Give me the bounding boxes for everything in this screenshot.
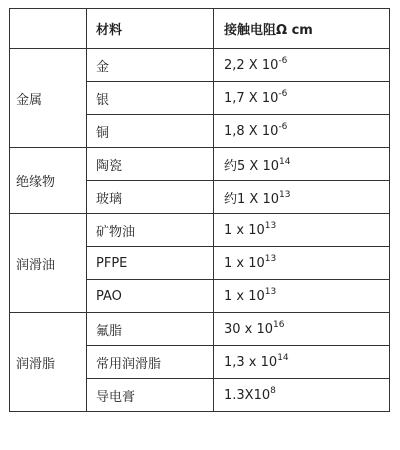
resistance-cell [214,82,390,115]
resistance-mantissa: 1,7 X 10 [224,90,279,106]
header-material-cell: 材料 [87,9,214,49]
resistance-mantissa: 1 x 10 [224,255,265,271]
resistance-exponent: -6 [278,88,288,99]
material-cell: 陶瓷 [87,148,214,181]
resistance-exponent: 8 [270,385,276,396]
resistance-cell [214,313,390,346]
table-row [10,148,390,181]
material-cell: 玻璃 [87,181,214,214]
resistance-cell [214,280,390,313]
resistance-mantissa: 1,8 X 10 [224,123,279,139]
resistance-mantissa: 1,3 x 10 [224,354,278,370]
group-cell-lubricating-oil: 润滑油 [10,214,87,313]
table-row [10,49,390,82]
table-row [10,214,390,247]
resistance-exponent: -6 [278,55,288,66]
header-category-cell [10,9,87,49]
group-cell-insulator: 绝缘物 [10,148,87,214]
resistance-exponent: 13 [264,253,277,264]
resistance-exponent: 14 [278,156,291,167]
material-cell: PFPE [87,247,214,280]
resistance-cell [214,379,390,412]
material-cell: 常用润滑脂 [87,346,214,379]
resistance-cell [214,49,390,82]
resistance-mantissa: 30 x 10 [224,321,274,337]
resistance-cell [214,214,390,247]
table-container [9,8,390,412]
table-header-row [10,9,390,49]
resistance-exponent: -6 [278,121,288,132]
resistance-mantissa: 1 x 10 [224,222,265,238]
resistance-mantissa: 1 x 10 [224,288,265,304]
table-row [10,313,390,346]
header-resistance-cell: 接触电阻Ω cm [214,9,390,49]
group-cell-grease: 润滑脂 [10,313,87,412]
contact-resistance-table [9,8,390,412]
resistance-exponent: 13 [264,220,277,231]
group-cell-metal: 金属 [10,49,87,148]
material-cell: PAO [87,280,214,313]
resistance-exponent: 14 [277,352,289,363]
resistance-mantissa: 约1 X 10 [224,191,279,207]
material-cell: 铜 [87,115,214,148]
resistance-cell [214,148,390,181]
resistance-cell [214,247,390,280]
material-cell: 银 [87,82,214,115]
resistance-exponent: 16 [273,319,285,330]
resistance-mantissa: 2,2 X 10 [224,57,279,73]
resistance-mantissa: 1.3X10 [224,387,271,403]
resistance-cell [214,115,390,148]
material-cell: 氟脂 [87,313,214,346]
material-cell: 导电膏 [87,379,214,412]
resistance-exponent: 13 [278,189,291,200]
material-cell: 金 [87,49,214,82]
resistance-mantissa: 约5 X 10 [224,158,279,174]
material-cell: 矿物油 [87,214,214,247]
resistance-cell [214,346,390,379]
resistance-cell [214,181,390,214]
resistance-exponent: 13 [264,286,277,297]
